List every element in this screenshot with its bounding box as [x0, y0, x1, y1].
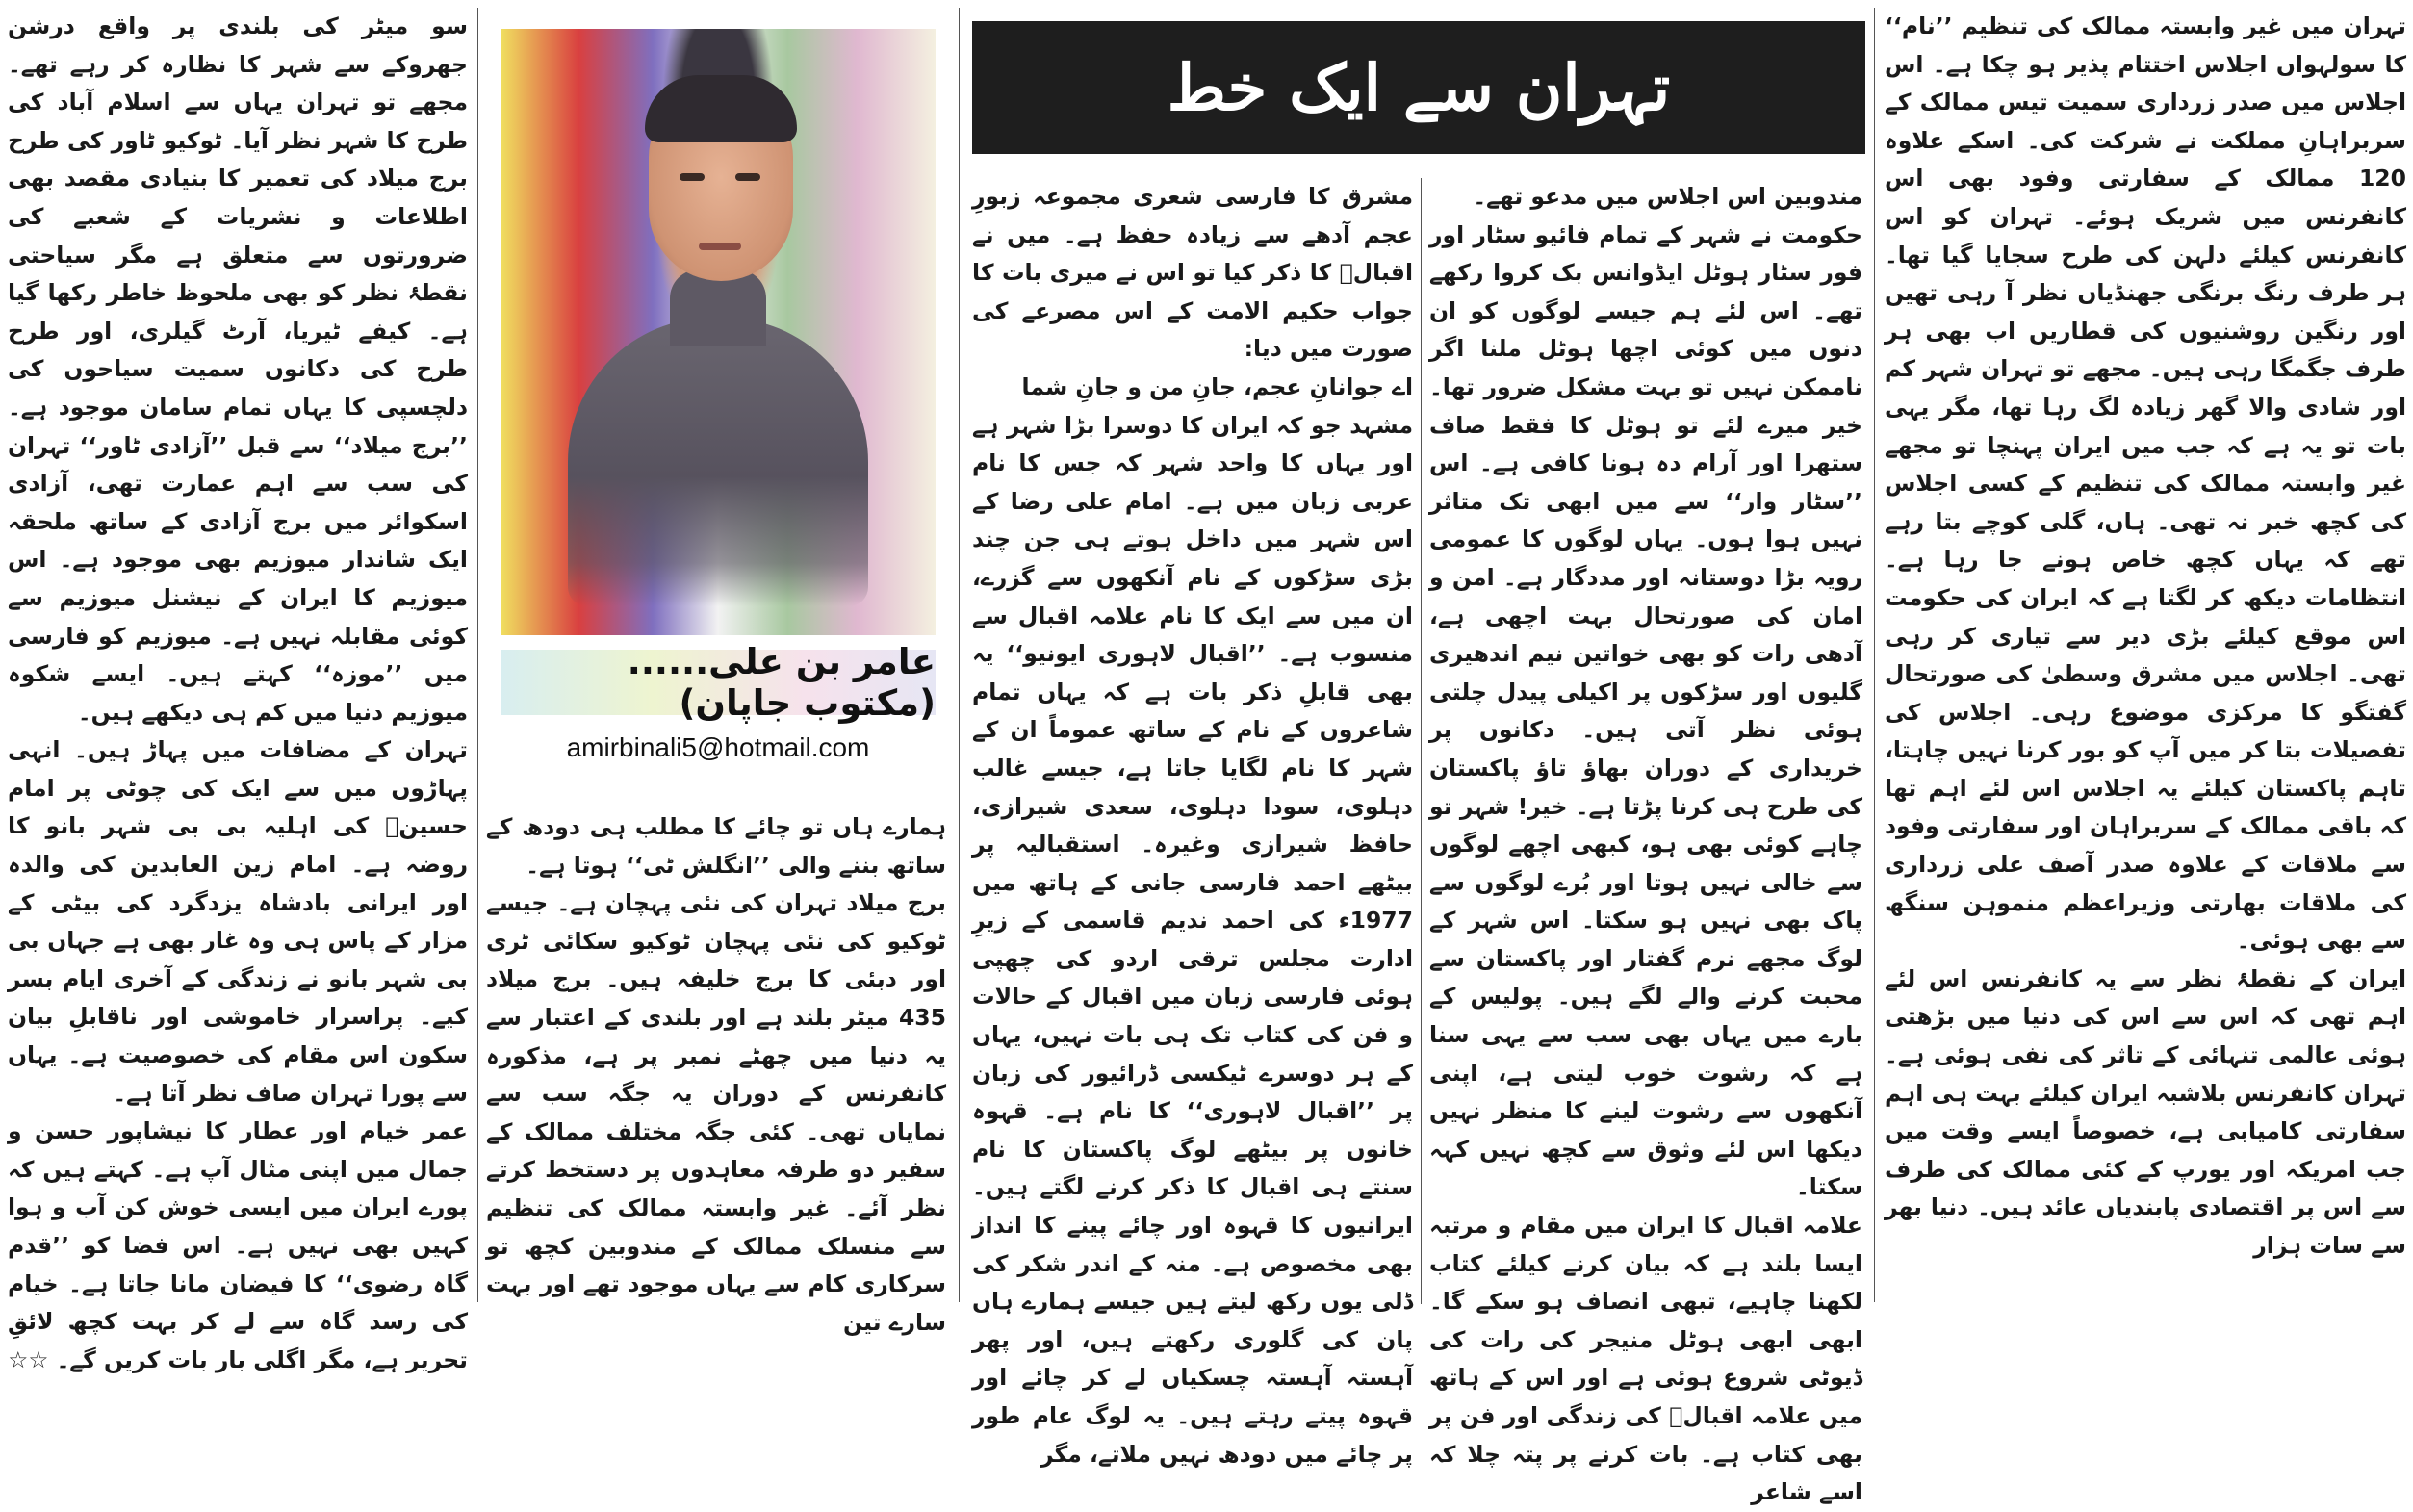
author-email[interactable]: amirbinali5@hotmail.com: [566, 732, 870, 762]
author-photo-mouth: [699, 243, 741, 250]
author-photo-neck: [670, 269, 766, 346]
column-divider: [477, 8, 478, 1302]
column-divider: [1874, 8, 1875, 1302]
article-headline: تہران سے ایک خط: [972, 21, 1865, 154]
author-photo: [501, 29, 936, 635]
article-column-2: مندوبین اس اجلاس میں مدعو تھے۔ حکومت نے شہر کے تمام فائیو سٹار اور فور سٹار ہوٹل ایڈوانس بک کروا رکھے تھے۔ اس لئے ہم جیسے لوگوں کو ان دنوں میں کوئی اچھا ہوٹل ملنا اگر ناممکن نہیں تو بہت مشکل ضرور تھا۔ خیر میرے لئے تو ہوٹل کا فقط صاف ستھرا اور آرام دہ ہونا کافی ہے۔ اس ’’سٹار وار‘‘ سے میں ابھی تک متاثر نہیں ہوا ہوں۔ یہاں لوگوں کا عمومی رویہ بڑا دوستانہ اور مددگار ہے۔ امن و امان کی صورتحال بہت اچھی ہے، آدھی رات کو بھی خواتین نیم اندھیری گلیوں اور سڑکوں پر اکیلی پیدل چلتی ہوئی نظر آتی ہیں۔ دکانوں پر خریداری کے دوران بھاؤ تاؤ پاکستان کی طرح ہی کرنا پڑتا ہے۔ خیر! شہر تو چاہے کوئی بھی ہو، کبھی اچھے لوگوں سے خالی نہیں ہوتا اور بُرے لوگوں سے پاک بھی نہیں ہو سکتا۔ اس شہر کے لوگ مجھے نرم گفتار اور پاکستان سے محبت کرنے والے لگے ہیں۔ پولیس کے بارے میں یہاں بھی سب سے یہی سنا ہے کہ رشوت خوب لیتی ہے، اپنی آنکھوں سے رشوت لینے کا منظر نہیں دیکھا اس لئے وثوق سے کچھ نہیں کہہ سکتا۔ علامہ اقبال کا ایران میں مقام و مرتبہ ایسا بلند ہے کہ بیان کرنے کیلئے کتاب لکھنا چاہیے، تبھی انصاف ہو سکے گا۔ ابھی ابھی ہوٹل منیجر کی رات کی ڈیوٹی شروع ہوئی ہے اور اس کے ہاتھ میں علامہ اقبالؒ کی زندگی اور فن پر بھی کتاب ہے۔ بات کرنے پر پتہ چلا کہ اسے شاعر: [1429, 183, 1862, 1506]
author-photo-eye: [680, 173, 705, 181]
column-divider: [959, 8, 960, 1302]
author-photo-torso: [568, 318, 868, 606]
article-column-5: سو میٹر کی بلندی پر واقع درشن جھروکے سے شہر کا نظارہ کر رہے تھے۔ مجھے تو تہران یہاں سے اسلام آباد کی طرح کا شہر نظر آیا۔ ٹوکیو ٹاور کی طرح برج میلاد کی تعمیر کا بنیادی مقصد بھی اطلاعات و نشریات کے شعبے کی ضرورتوں سے متعلق ہے مگر سیاحتی نقطۂ نظر کو بھی ملحوظ خاطر رکھا گیا ہے۔ کیفے ٹیریا، آرٹ گیلری، اور طرح طرح کی دکانوں سمیت سیاحوں کی دلچسپی کا یہاں تمام سامان موجود ہے۔ ’’برج میلاد‘‘ سے قبل ’’آزادی ٹاور‘‘ تہران کی سب سے اہم عمارت تھی، آزادی اسکوائر میں برج آزادی کے ساتھ ملحقہ ایک شاندار میوزیم بھی موجود ہے۔ اس میوزیم کا ایران کے نیشنل میوزیم سے کوئی مقابلہ نہیں ہے۔ میوزیم کو فارسی میں ’’موزہ‘‘ کہتے ہیں۔ ایسے شکوہ میوزیم دنیا میں کم ہی دیکھے ہیں۔ تہران کے مضافات میں پہاڑ ہیں۔ انہی پہاڑوں میں سے ایک کی چوٹی پر امام حسینؓ کی اہلیہ بی بی شہر بانو کا روضہ ہے۔ امام زین العابدین کی والدہ اور ایرانی بادشاہ یزدگرد کی بیٹی کے مزار کے پاس ہی وہ غار بھی ہے جہاں بی بی شہر بانو نے زندگی کے آخری ایام بسر کیے۔ پراسرار خاموشی اور ناقابلِ بیان سکون اس مقام کی خصوصیت ہے۔ یہاں سے پورا تہران صاف نظر آتا ہے۔ عمر خیام اور عطار کا نیشاپور حسن و جمال میں اپنی مثال آپ ہے۔ کہتے ہیں کہ پورے ایران میں ایسی خوش کن آب و ہوا کہیں بھی نہیں ہے۔ اس فضا کو ’’قدم گاہ رضوی‘‘ کا فیضان مانا جاتا ہے۔ خیام کی رسد گاہ سے لے کر بہت کچھ لائقِ تحریر ہے، مگر اگلی بار بات کریں گے۔ ☆☆: [8, 13, 468, 1373]
author-photo-eye: [735, 173, 760, 181]
column-divider: [1421, 178, 1422, 1304]
author-photo-hair: [645, 75, 797, 142]
author-byline: عامر بن علی......(مکتوب جاپان): [501, 650, 936, 715]
article-column-4: ہمارے ہاں تو چائے کا مطلب ہی دودھ کے ساتھ بننے والی ’’انگلش ٹی‘‘ ہوتا ہے۔ برج میلاد تہران کی نئی پہچان ہے۔ جیسے ٹوکیو کی نئی پہچان ٹوکیو سکائی ٹری اور دبئی کا برج خلیفہ ہیں۔ برج میلاد 435 میٹر بلند ہے اور بلندی کے اعتبار سے یہ دنیا میں چھٹے نمبر پر ہے، مذکورہ کانفرنس کے دوران یہ جگہ سب سے نمایاں تھی۔ کئی جگہ مختلف ممالک کے سفیر دو طرفہ معاہدوں پر دستخط کرتے نظر آئے۔ غیر وابستہ ممالک کی تنظیم سے منسلک ممالک کے مندوبین کچھ تو سرکاری کام سے یہاں موجود تھے اور بہت سارے تین: [486, 813, 946, 1336]
article-column-1: تہران میں غیر وابستہ ممالک کی تنظیم ’’نام‘‘ کا سولہواں اجلاس اختتام پذیر ہو چکا ہے۔ اس اجلاس میں صدر زرداری سمیت تیس ممالک کے سربراہانِ مملکت نے شرکت کی۔ اسکے علاوہ 120 ممالک کے سفارتی وفود بھی اس کانفرنس میں شریک ہوئے۔ تہران کو اس کانفرنس کیلئے دلہن کی طرح سجایا گیا تھا۔ ہر طرف رنگ برنگی جھنڈیاں نظر آ رہی تھیں اور رنگین روشنیوں کی قطاریں اب بھی ہر طرف جگمگا رہی ہیں۔ مجھے تو تہران شہر کم اور شادی والا گھر زیادہ لگ رہا تھا، مگر یہی بات تو یہ ہے کہ جب میں ایران پہنچا تو مجھے غیر وابستہ ممالک کی تنظیم کے کسی اجلاس کی کچھ خبر نہ تھی۔ ہاں، گلی کوچے بتا رہے تھے کہ یہاں کچھ خاص ہونے جا رہا ہے۔ انتظامات دیکھ کر لگتا ہے کہ ایران کی حکومت اس موقع کیلئے بڑی دیر سے تیاری کر رہی تھی۔ اجلاس میں مشرق وسطیٰ کی صورتحال گفتگو کا مرکزی موضوع رہی۔ اجلاس کی تفصیلات بتا کر میں آپ کو بور کرنا نہیں چاہتا، تاہم پاکستان کیلئے یہ اجلاس اس لئے اہم تھا کہ باقی ممالک کے سربراہان اور سفارتی وفود سے ملاقات کے علاوہ صدر آصف علی زرداری کی ملاقات بھارتی وزیراعظم منموہن سنگھ سے بھی ہوئی۔ ایران کے نقطۂ نظر سے یہ کانفرنس اس لئے اہم تھی کہ اس سے اس کی دنیا میں بڑھتی ہوئی عالمی تنہائی کے تاثر کی نفی ہوئی ہے۔ تہران کانفرنس بلاشبہ ایران کیلئے بہت ہی اہم سفارتی کامیابی ہے، خصوصاً ایسے وقت میں جب امریکہ اور یورپ کے کئی ممالک کی طرف سے اس پر اقتصادی پابندیاں عائد ہیں۔ دنیا بھر سے سات ہزار: [1885, 13, 2406, 1259]
article-column-3: مشرق کا فارسی شعری مجموعہ زبورِ عجم آدھے سے زیادہ حفظ ہے۔ میں نے اقبالؒ کا ذکر کیا تو اس نے میری بات کا جواب حکیم الامت کے اس مصرعے کی صورت میں دیا: اے جوانانِ عجم، جانِ من و جانِ شما مشہد جو کہ ایران کا دوسرا بڑا شہر ہے اور یہاں کا واحد شہر کہ جس کا نام عربی زبان میں ہے۔ امام علی رضا کے اس شہر میں داخل ہوتے ہی جن چند بڑی سڑکوں کے نام آنکھوں سے گزرے، ان میں سے ایک کا نام علامہ اقبال سے منسوب ہے۔ ’’اقبال لاہوری ایونیو‘‘ یہ بھی قابلِ ذکر بات ہے کہ یہاں تمام شاعروں کے نام کے ساتھ عموماً ان کے شہر کا نام لگایا جاتا ہے، جیسے غالب دہلوی، سودا دہلوی، سعدی شیرازی، حافظ شیرازی وغیرہ۔ استقبالیہ پر بیٹھے احمد فارسی جانی کے ہاتھ میں 1977ء کی احمد ندیم قاسمی کے زیرِ ادارت مجلس ترقی اردو کی چھپی ہوئی فارسی زبان میں اقبال کے حالات و فن کی کتاب تک ہی بات نہیں، یہاں کے ہر دوسرے ٹیکسی ڈرائیور کی زبان پر ’’اقبال لاہوری‘‘ کا نام ہے۔ قہوہ خانوں پر بیٹھے لوگ پاکستان کا نام سنتے ہی اقبال کا ذکر کرنے لگتے ہیں۔ ایرانیوں کا قہوہ اور چائے پینے کا انداز بھی مخصوص ہے۔ منہ کے اندر شکر کی ڈلی یوں رکھ لیتے ہیں جیسے ہمارے ہاں پان کی گلوری رکھتے ہیں، اور پھر آہستہ آہستہ چسکیاں لے کر چائے اور قہوہ پیتے رہتے ہیں۔ یہ لوگ عام طور پر چائے میں دودھ نہیں ملاتے، مگر: [972, 183, 1413, 1468]
